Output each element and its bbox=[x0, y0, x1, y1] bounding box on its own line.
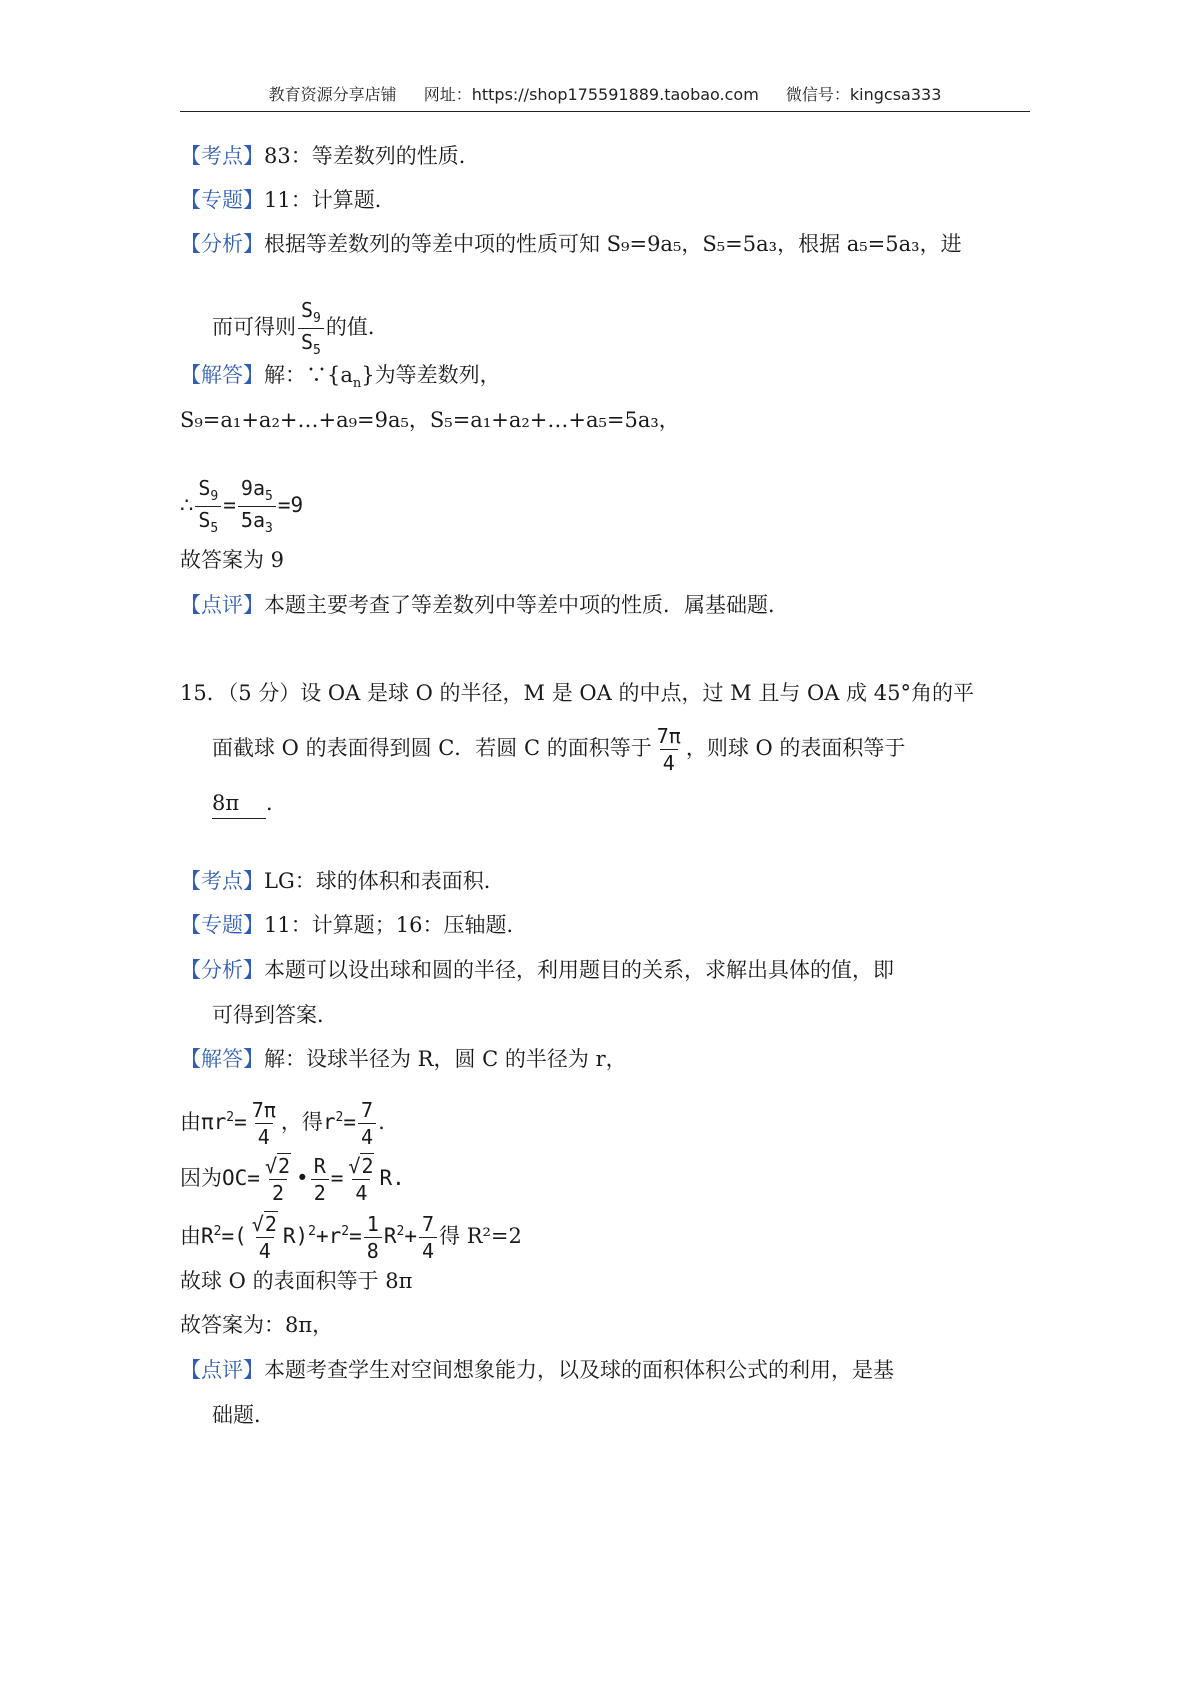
q14-answer: 故答案为 9 bbox=[180, 548, 285, 572]
q15-step-1: 由$\pi r^2=$ $\frac{7\pi}{4}$ ，得$r^2=$ $\frac{7}{4}$ . bbox=[180, 1098, 385, 1149]
blank-answer: 8π bbox=[212, 788, 266, 819]
header-divider bbox=[180, 111, 1030, 112]
shop-name: 教育资源分享店铺 bbox=[268, 85, 397, 104]
page-header bbox=[180, 82, 1030, 105]
q14-kaodian: 【考点】83：等差数列的性质． bbox=[180, 144, 480, 168]
q15-step-3: 由$R^2=$( $\frac{√2}{4}$ $R)^2+r^2=$ $\frac{1}{8}$ $R^2+$ $\frac{7}{4}$ 得 R²=2 bbox=[180, 1212, 522, 1263]
q14-sum-line: S₉=a₁+a₂+…+a₉=9a₅，S₅=a₁+a₂+…+a₅=5a₃， bbox=[180, 408, 680, 432]
q14-dianping: 【点评】本题主要考查了等差数列中等差中项的性质．属基础题． bbox=[180, 593, 789, 617]
seven-pi-over-four-fraction: $\frac{7\pi}{4}$ bbox=[656, 724, 681, 775]
q15-dianping-cont: 础题． bbox=[212, 1403, 275, 1427]
q14-fenxi-cont: 而可得则 $\frac{S_9}{S_5}$ 的值． bbox=[212, 298, 389, 358]
q15-fenxi-cont: 可得到答案． bbox=[212, 1003, 338, 1027]
q14-ratio-equation: ∴ $\frac{S_9}{S_5}$ = $\frac{9a_5}{5a_3}$ =9 bbox=[180, 476, 304, 536]
q15-stem: 15．（5 分）设 OA 是球 O 的半径，M 是 OA 的中点，过 M 且与 OA 成 45°角的平 bbox=[180, 681, 974, 705]
q14-fenxi: 【分析】根据等差数列的等差中项的性质可知 S₉=9a₅，S₅=5a₃，根据 a₅=5a₃，进 bbox=[180, 232, 962, 256]
q15-fenxi: 【分析】本题可以设出球和圆的半径，利用题目的关系，求解出具体的值，即 bbox=[180, 958, 894, 982]
q15-step-2: 因为OC= $\frac{√2}{2}$ • $\frac{R}{2}$ = $\frac{√2}{4}$ R. bbox=[180, 1154, 405, 1205]
wechat-id: 微信号：kingcsa333 bbox=[785, 85, 942, 104]
q14-zhuanti: 【专题】11：计算题． bbox=[180, 188, 396, 212]
s9-over-s5-fraction: $\frac{S_9}{S_5}$ bbox=[298, 300, 324, 357]
q15-stem-cont: 面截球 O 的表面得到圆 C．若圆 C 的面积等于 $\frac{7\pi}{4}$ ，则球 O 的表面积等于 bbox=[212, 724, 906, 775]
shop-url: 网址：https://shop175591889.taobao.com bbox=[423, 85, 759, 104]
q14-jieda: 【解答】解：$\because\{a_n\}$为等差数列， bbox=[180, 363, 501, 391]
q15-kaodian: 【考点】LG：球的体积和表面积． bbox=[180, 869, 505, 893]
q15-result: 故球 O 的表面积等于 8π bbox=[180, 1269, 413, 1293]
q15-jieda: 【解答】解：设球半径为 R，圆 C 的半径为 r， bbox=[180, 1047, 627, 1071]
q15-dianping: 【点评】本题考查学生对空间想象能力，以及球的面积体积公式的利用，是基 bbox=[180, 1358, 894, 1382]
q15-blank: 8π ． bbox=[212, 788, 287, 819]
q15-zhuanti: 【专题】11：计算题；16：压轴题． bbox=[180, 913, 528, 937]
q15-answer: 故答案为：8π， bbox=[180, 1313, 334, 1337]
